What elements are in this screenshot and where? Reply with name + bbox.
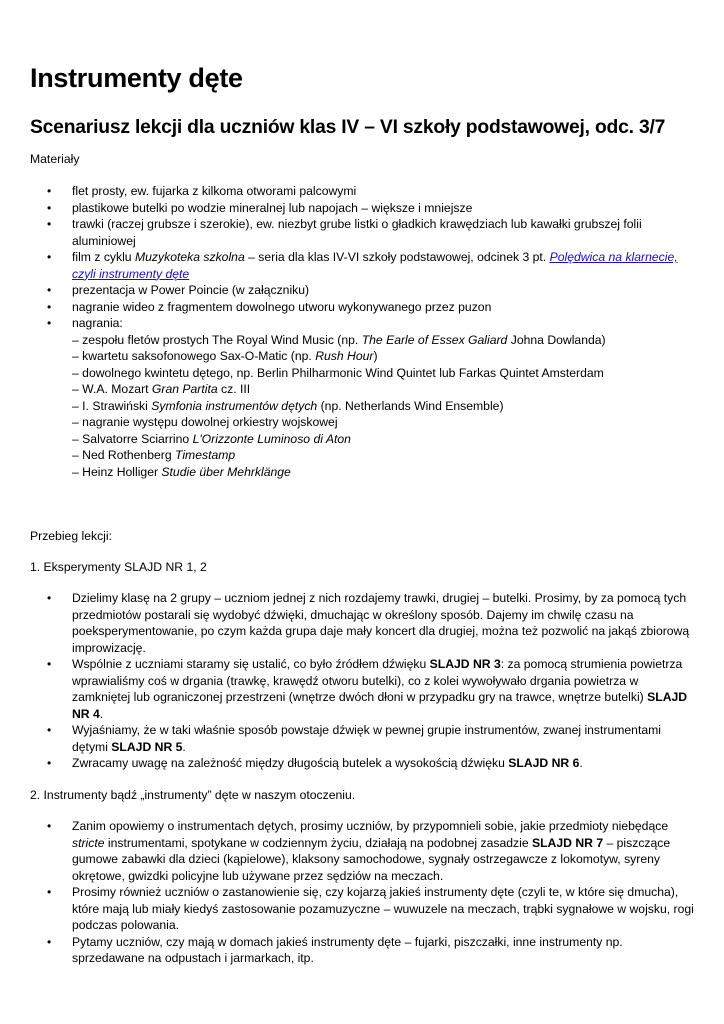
recording-6: – nagranie występu dowolnej orkiestry wojskowej bbox=[72, 415, 338, 429]
list-item: • Wspólnie z uczniami staramy się ustalić, co było źródłem dźwięku SLAJD NR 3: za pomocą strumienia powietrza wprawialiśmy coś w drgania (trawkę, krawędź otworu butelki), co z kolei wywoływało drgania powietrza w zamkniętej lub ograniczonej przestrzeni (wnętrze dwóch dłoni w przypadku gry na trawce, wnętrze butelki) SLAJD NR 4. bbox=[30, 656, 694, 722]
page-subtitle: Scenariusz lekcji dla uczniów klas IV – VI szkoły podstawowej, odc. 3/7 bbox=[30, 117, 666, 138]
list-item: • Prosimy również uczniów o zastanowienie się, czy kojarzą jakieś instrumenty dęte (czyli te, w które się dmucha), które mają lub miały kiedyś zastosowanie pozamuzyczne – wuwuzele na meczach, trąbki sygnałowe w wojsku, rogi podczas polowania. bbox=[30, 884, 694, 934]
page-title: Instrumenty dęte bbox=[30, 63, 243, 93]
recording-2: – kwartetu saksofonowego Sax-O-Matic (np. Rush Hour) bbox=[72, 349, 378, 363]
list-item: • plastikowe butelki po wodzie mineralnej lub napojach – większe i mniejsze bbox=[30, 200, 694, 217]
list-item: • Zanim opowiemy o instrumentach dętych, prosimy uczniów, by przypomnieli sobie, jakie przedmioty niebędące stricte instrumentami, spotykane w codziennym życiu, działają na podobnej zasadzie SLAJD NR 7 – piszczące gumowe zabawki dla dzieci (kąpielowe), klaksony samochodowe, sygnały ostrzegawcze z lokomotyw, syreny okrętowe, gwizdki policyjne lub używane przez sędziów na meczach. bbox=[30, 818, 694, 884]
recording-4: – W.A. Mozart Gran Partita cz. III bbox=[72, 382, 251, 396]
list-item: • nagrania: – zespołu fletów prostych The Royal Wind Music (np. The Earle of Essex Galiard Johna Dowlanda) – kwartetu saksofonowego Sax-O-Matic (np. Rush Hour) – dowolnego kwintetu dętego, np. Berlin Philharmonic Wind Quintet lub Farkas Quintet Amsterdam – W.A. Mozart Gran Partita cz. III – I. Strawiński Symfonia instrumentów dętych (np. Netherlands Wind Ensemble) – nagranie występu dowolnej orkiestry wojskowej – Salvatorre Sciarrino L'Orizzonte Luminoso di Aton – Ned Rothenberg Timestamp – Heinz Holliger Studie über Mehrklänge bbox=[30, 315, 694, 480]
materials-heading: Materiały bbox=[30, 152, 80, 166]
list-item: • Pytamy uczniów, czy mają w domach jakieś instrumenty dęte – fujarki, piszczałki, inne instrumenty np. sprzedawane na odpustach i jarmarkach, itp. bbox=[30, 934, 694, 967]
list-item: • prezentacja w Power Poincie (w załączniku) bbox=[30, 282, 694, 299]
list-item: • Dzielimy klasę na 2 grupy – uczniom jednej z nich rozdajemy trawki, drugiej – butelki. Prosimy, by za pomocą tych przedmiotów postarali się wydobyć dźwięki, dmuchając w określony sposób. Dajemy im chwilę czasu na poeksperymentowanie, po czym każda grupa daje mały koncert dla drugiej, można też pozwolić na jakąś zbiorową improwizację. bbox=[30, 590, 694, 656]
list-item: • flet prosty, ew. fujarka z kilkoma otworami palcowymi bbox=[30, 183, 694, 200]
recording-7: – Salvatorre Sciarrino L'Orizzonte Luminoso di Aton bbox=[72, 431, 351, 446]
materials-list bbox=[30, 183, 694, 480]
section-1-list bbox=[30, 590, 694, 772]
list-item: • trawki (raczej grubsze i szerokie), ew. niezbyt grube listki o gładkich krawędziach lub kawałki grubszej folii aluminiowej bbox=[30, 216, 694, 249]
section-2-heading: 2. Instrumenty bądź „instrumenty” dęte w naszym otoczeniu. bbox=[30, 788, 356, 802]
list-item: • film z cyklu Muzykoteka szkolna – seria dla klas IV-VI szkoły podstawowej, odcinek 3 pt. Polędwica na klarnecie, czyli instrumenty dęte bbox=[30, 249, 694, 282]
list-item: • Zwracamy uwagę na zależność między długością butelek a wysokością dźwięku SLAJD NR 6. bbox=[30, 755, 694, 772]
recording-9: – Heinz Holliger Studie über Mehrklänge bbox=[72, 464, 291, 479]
recording-5: – I. Strawiński Symfonia instrumentów dętych (np. Netherlands Wind Ensemble) bbox=[72, 398, 504, 413]
section-1-heading: 1. Eksperymenty SLAJD NR 1, 2 bbox=[30, 560, 207, 574]
course-heading: Przebieg lekcji: bbox=[30, 529, 112, 543]
recording-8: – Ned Rothenberg Timestamp bbox=[72, 448, 236, 462]
list-item: • Wyjaśniamy, że w taki właśnie sposób powstaje dźwięk w pewnej grupie instrumentów, zwanej instrumentami dętymi SLAJD NR 5. bbox=[30, 722, 694, 755]
recording-3: – dowolnego kwintetu dętego, np. Berlin Philharmonic Wind Quintet lub Farkas Quintet Amsterdam bbox=[72, 365, 604, 380]
recording-1: – zespołu fletów prostych The Royal Wind Music (np. The Earle of Essex Galiard Johna Dowlanda) bbox=[72, 332, 606, 347]
list-item: • nagranie wideo z fragmentem dowolnego utworu wykonywanego przez puzon bbox=[30, 299, 694, 316]
section-2-list bbox=[30, 818, 694, 967]
film-link[interactable]: Polędwica na klarnecie, czyli instrumenty dęte bbox=[72, 250, 678, 281]
